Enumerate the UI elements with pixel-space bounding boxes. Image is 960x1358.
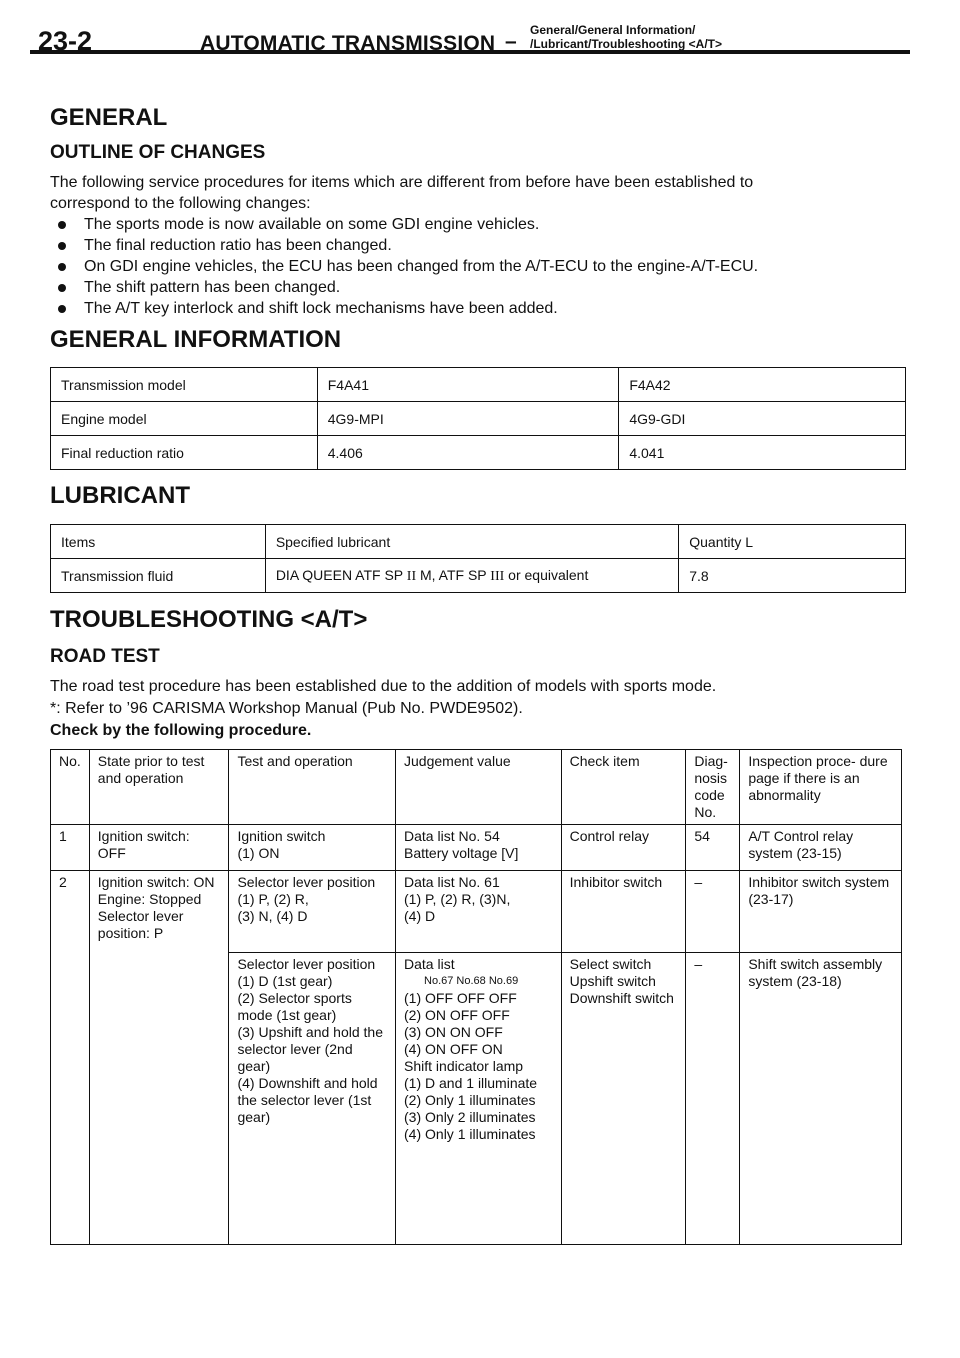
- bullet-icon: [58, 263, 66, 271]
- general-info-heading: GENERAL INFORMATION: [50, 326, 342, 353]
- table-cell: F4A41: [317, 368, 619, 402]
- header-judgement: Judgement value: [396, 750, 562, 825]
- header-state: State prior to test and operation: [89, 750, 229, 825]
- table-cell: Transmission fluid: [51, 559, 266, 593]
- header-inspection: Inspection proce- dure page if there is an abnormality: [740, 750, 902, 825]
- header-test: Test and operation: [229, 750, 396, 825]
- outline-heading: OUTLINE OF CHANGES: [50, 142, 266, 163]
- table-row: [51, 402, 906, 436]
- table-row: [51, 559, 906, 593]
- list-item: On GDI engine vehicles, the ECU has been changed from the A/T-ECU to the engine-A/T-ECU.: [50, 256, 920, 277]
- table-cell: Transmission model: [51, 368, 318, 402]
- lubricant-table: [50, 524, 906, 593]
- table-cell: 4G9-MPI: [317, 402, 619, 436]
- road-test-table: [50, 749, 902, 1245]
- table-row: [51, 436, 906, 470]
- lubricant-heading: LUBRICANT: [50, 482, 190, 509]
- check-instruction: Check by the following procedure.: [50, 722, 312, 739]
- road-test-intro: The road test procedure has been established due to the addition of models with sports mode.: [50, 678, 717, 695]
- header-no: No.: [51, 750, 90, 825]
- general-info-table: [50, 367, 906, 470]
- inspection-cell: Shift switch assembly system (23-18): [740, 953, 902, 1245]
- table-row: [51, 871, 902, 953]
- troubleshooting-heading: TROUBLESHOOTING <A/T>: [50, 606, 368, 633]
- header-rule: [30, 50, 910, 54]
- diag-code-cell: –: [686, 871, 740, 953]
- table-cell: 4.041: [619, 436, 906, 470]
- inspection-cell: A/T Control relay system (23-15): [740, 825, 902, 871]
- list-item: The shift pattern has been changed.: [50, 277, 920, 298]
- bullet-icon: [58, 242, 66, 250]
- row-number: 1: [51, 825, 90, 871]
- workshop-note: *: Refer to ’96 CARISMA Workshop Manual (Pub No. PWDE9502).: [50, 700, 523, 717]
- title-dash: –: [505, 30, 517, 53]
- subtitle-line-1: General/General Information/: [530, 23, 696, 37]
- diag-code-cell: 54: [686, 825, 740, 871]
- table-cell: Engine model: [51, 402, 318, 436]
- state-cell: Ignition switch: ON Engine: Stopped Selector lever position: P: [89, 871, 229, 1245]
- inspection-cell: Inhibitor switch system (23-17): [740, 871, 902, 953]
- header-check-item: Check item: [561, 750, 686, 825]
- test-cell: Ignition switch (1) ON: [229, 825, 396, 871]
- table-header: Specified lubricant: [265, 525, 678, 559]
- bullet-icon: [58, 284, 66, 292]
- judgement-cell: Data list No. 61 (1) P, (2) R, (3)N, (4) D: [396, 871, 562, 953]
- table-cell: 7.8: [679, 559, 906, 593]
- diag-code-cell: –: [686, 953, 740, 1245]
- general-heading: GENERAL: [50, 104, 168, 131]
- test-cell: Selector lever position (1) P, (2) R, (3) N, (4) D: [229, 871, 396, 953]
- check-item-cell: Select switch Upshift switch Downshift switch: [561, 953, 686, 1245]
- table-row: [51, 525, 906, 559]
- check-item-cell: Control relay: [561, 825, 686, 871]
- state-cell: Ignition switch: OFF: [89, 825, 229, 871]
- table-cell: 4G9-GDI: [619, 402, 906, 436]
- page-subtitle: [530, 23, 722, 51]
- judgement-cell: Data list No.67 No.68 No.69 (1) OFF OFF OFF (2) ON OFF OFF (3) ON ON OFF (4) ON OFF ON Shift indicator lamp (1) D and 1 illuminate (2) Only 1 illuminates (3) Only 2 illuminates (4) Only 1 illuminates: [396, 953, 562, 1245]
- bullet-icon: [58, 221, 66, 229]
- page-number: 23-2: [38, 26, 93, 56]
- general-intro: [50, 172, 920, 214]
- intro-line-1: The following service procedures for items which are different from before have been established to: [50, 174, 754, 191]
- table-header: Quantity L: [679, 525, 906, 559]
- table-row: [51, 825, 902, 871]
- judgement-cell: Data list No. 54 Battery voltage [V]: [396, 825, 562, 871]
- road-test-heading: ROAD TEST: [50, 646, 160, 667]
- list-item: The final reduction ratio has been changed.: [50, 235, 920, 256]
- table-cell: F4A42: [619, 368, 906, 402]
- bullet-icon: [58, 305, 66, 313]
- list-item: The A/T key interlock and shift lock mechanisms have been added.: [50, 298, 920, 319]
- changes-list: [50, 214, 920, 319]
- test-cell: Selector lever position (1) D (1st gear) (2) Selector sports mode (1st gear) (3) Upshift and hold the selector lever (2nd gear) (4) Downshift and hold the selector lever (1st gear): [229, 953, 396, 1245]
- table-header: Items: [51, 525, 266, 559]
- table-cell: 4.406: [317, 436, 619, 470]
- table-header-row: [51, 750, 902, 825]
- intro-line-2: correspond to the following changes:: [50, 195, 311, 212]
- table-cell: Final reduction ratio: [51, 436, 318, 470]
- table-cell: DIA QUEEN ATF SP II M, ATF SP III or equivalent: [265, 559, 678, 593]
- table-row: [51, 368, 906, 402]
- subtitle-line-2: /Lubricant/Troubleshooting <A/T>: [530, 37, 723, 51]
- list-item: The sports mode is now available on some GDI engine vehicles.: [50, 214, 920, 235]
- check-item-cell: Inhibitor switch: [561, 871, 686, 953]
- header-diagnosis-code: Diag- nosis code No.: [686, 750, 740, 825]
- row-number: 2: [51, 871, 90, 1245]
- page-title: AUTOMATIC TRANSMISSION: [200, 32, 496, 55]
